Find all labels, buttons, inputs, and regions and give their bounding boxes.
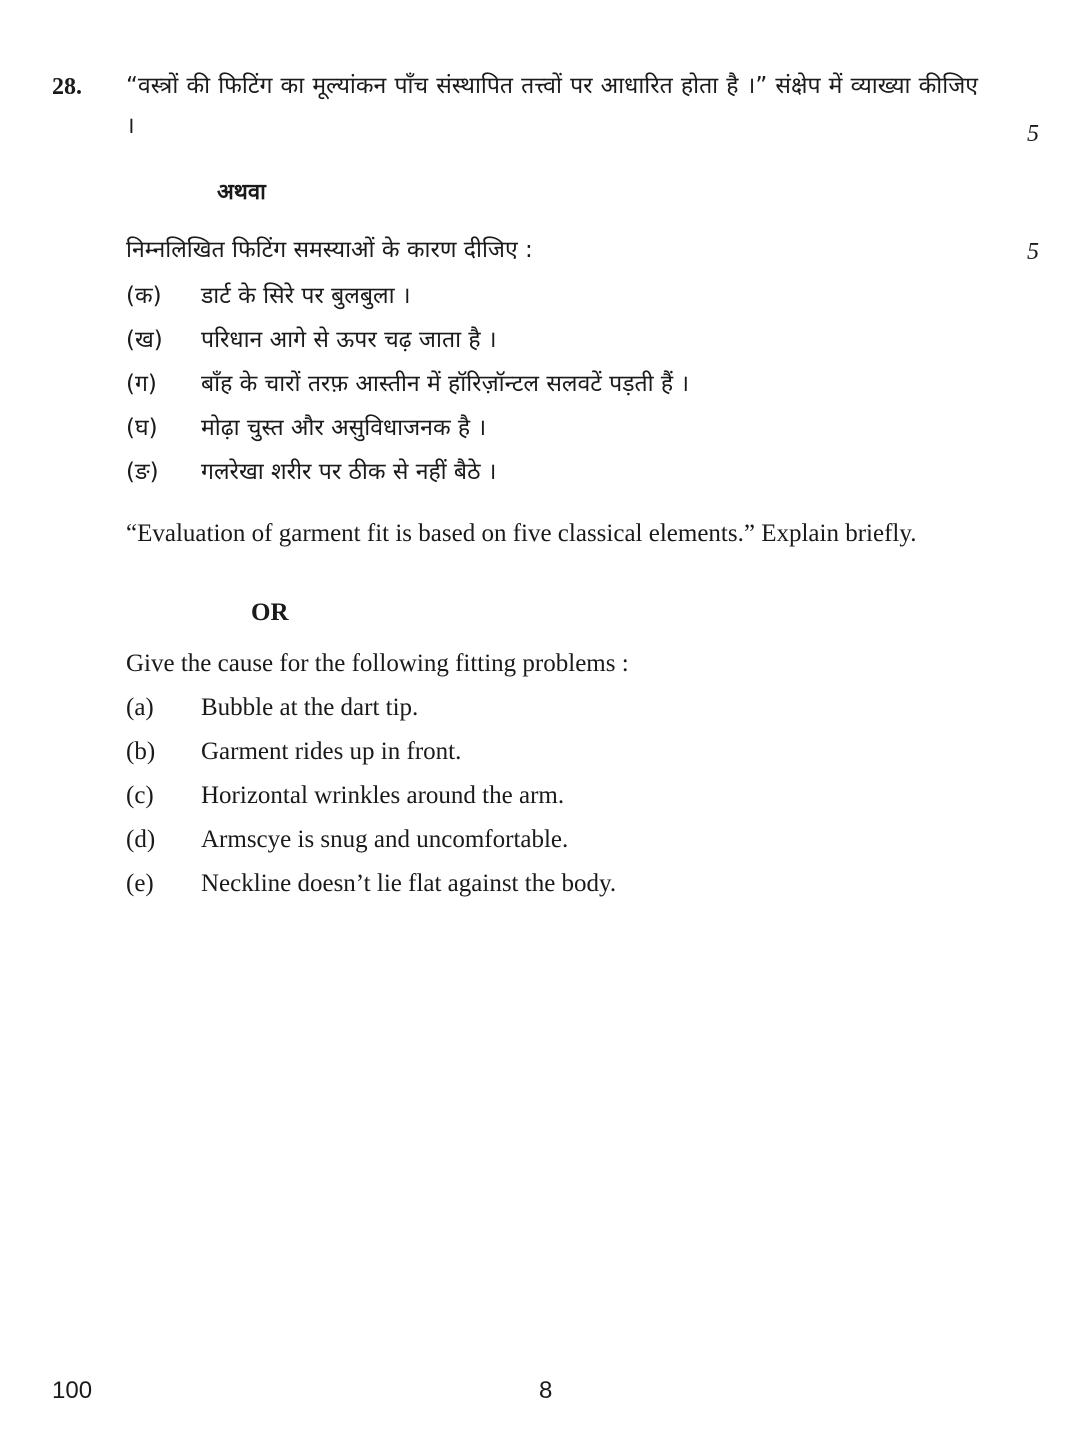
item-label: (a) [126, 694, 154, 721]
question-number: 28. [52, 74, 82, 100]
item-label: (b) [126, 738, 156, 765]
list-item [126, 276, 986, 320]
hindi-question-text: “वस्त्रों की फिटिंग का मूल्यांकन पाँच संस्थापित तत्त्वों पर आधारित होता है ।” संक्षेप में व्याख्या कीजिए । [126, 73, 978, 139]
item-label: (ख) [126, 327, 163, 353]
item-label: (क) [126, 283, 162, 309]
item-label: (d) [126, 826, 156, 853]
list-item [126, 689, 986, 733]
item-text: परिधान आगे से ऊपर चढ़ जाता है । [201, 327, 497, 353]
item-text: Neckline doesn’t lie flat against the body. [201, 870, 617, 897]
english-question-text: “Evaluation of garment fit is based on five classical elements.” Explain briefly. [126, 520, 917, 547]
item-text: Bubble at the dart tip. [201, 694, 419, 721]
list-item [126, 364, 986, 408]
hindi-alt-prompt: निम्नलिखित फिटिंग समस्याओं के कारण दीजिए : [126, 237, 533, 263]
list-item [126, 408, 986, 452]
list-item [126, 777, 986, 821]
item-label: (c) [126, 782, 154, 809]
hindi-alt-marks: 5 [1027, 239, 1039, 265]
paper-code: 100 [52, 1377, 93, 1404]
hindi-item-list [126, 276, 986, 496]
page-number: 8 [539, 1377, 553, 1404]
item-text: गलरेखा शरीर पर ठीक से नहीं बैठे । [201, 459, 497, 485]
item-text: बाँह के चारों तरफ़ आस्तीन में हॉरिज़ॉन्टल सलवटें पड़ती हैं । [201, 371, 690, 397]
list-item [126, 821, 986, 865]
item-text: Armscye is snug and uncomfortable. [201, 826, 569, 853]
hindi-main-marks: 5 [1027, 121, 1039, 147]
item-text: डार्ट के सिरे पर बुलबुला । [201, 283, 411, 309]
list-item [126, 320, 986, 364]
item-label: (ङ) [126, 459, 159, 485]
list-item [126, 452, 986, 496]
item-text: मोढ़ा चुस्त और असुविधाजनक है । [201, 415, 487, 441]
item-text: Garment rides up in front. [201, 738, 462, 765]
list-item [126, 865, 986, 909]
item-label: (e) [126, 870, 154, 897]
english-or-label: OR [251, 599, 289, 626]
item-text: Horizontal wrinkles around the arm. [201, 782, 565, 809]
english-item-list [126, 689, 986, 909]
item-label: (घ) [126, 415, 158, 441]
hindi-or-label: अथवा [217, 180, 266, 205]
item-label: (ग) [126, 371, 157, 397]
list-item [126, 733, 986, 777]
english-alt-prompt: Give the cause for the following fitting problems : [126, 650, 629, 677]
